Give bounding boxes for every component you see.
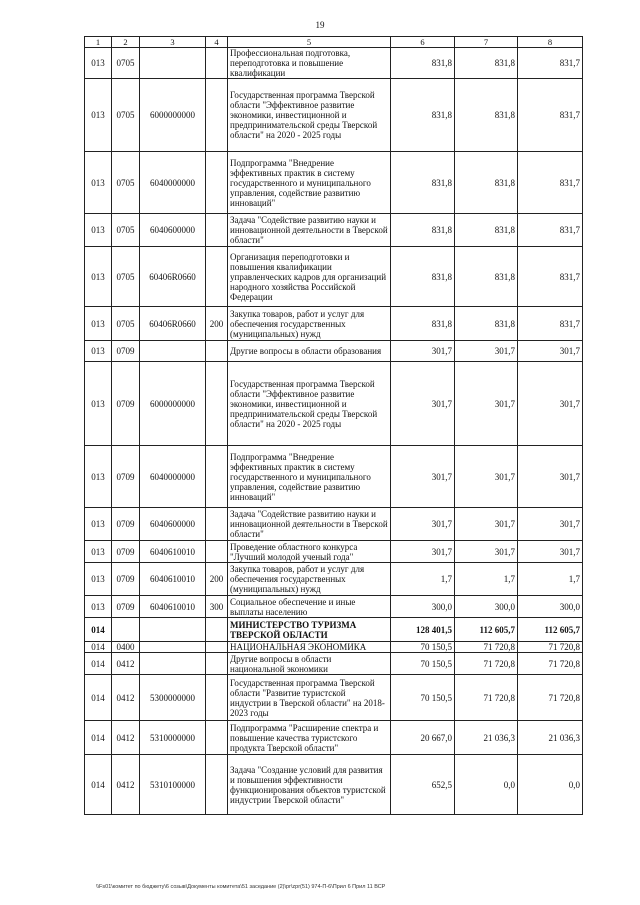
cell-amount-2: 21 036,3 [455, 721, 518, 755]
cell-amount-3: 831,7 [518, 152, 583, 214]
cell-section-code: 0709 [112, 362, 140, 446]
table-row [85, 653, 583, 675]
cell-description: Задача "Содействие развитию науки и инновационной деятельности в Тверской области" [228, 214, 391, 247]
cell-expense-type [206, 152, 228, 214]
cell-expense-type [206, 755, 228, 815]
cell-ministry-code: 013 [85, 214, 112, 247]
cell-section-code: 0709 [112, 541, 140, 563]
table-row [85, 675, 583, 721]
cell-amount-1: 70 150,5 [391, 675, 455, 721]
cell-ministry-code: 014 [85, 721, 112, 755]
cell-target-code: 6040000000 [140, 152, 206, 214]
cell-amount-2: 831,8 [455, 214, 518, 247]
cell-target-code [140, 341, 206, 362]
cell-section-code: 0705 [112, 307, 140, 341]
cell-expense-type [206, 653, 228, 675]
cell-amount-1: 301,7 [391, 541, 455, 563]
cell-section-code: 0709 [112, 596, 140, 618]
cell-amount-3: 300,0 [518, 596, 583, 618]
cell-description: Государственная программа Тверской области "Эффективное развитие экономики, инвестиционной и предпринимательской среды Тверской области" на 2020 - 2025 годы [228, 362, 391, 446]
cell-target-code: 60406R0660 [140, 247, 206, 307]
cell-description: Подпрограмма "Внедрение эффективных практик в систему государственного и муниципального управления, содействие развитию инноваций" [228, 446, 391, 508]
cell-amount-1: 301,7 [391, 508, 455, 541]
cell-section-code: 0412 [112, 653, 140, 675]
cell-target-code: 6040600000 [140, 214, 206, 247]
cell-amount-1: 301,7 [391, 341, 455, 362]
cell-section-code: 0705 [112, 247, 140, 307]
cell-expense-type [206, 642, 228, 653]
cell-amount-3: 831,7 [518, 79, 583, 152]
column-number: 8 [518, 37, 583, 48]
table-row [85, 247, 583, 307]
table-row [85, 541, 583, 563]
table-row [85, 642, 583, 653]
cell-expense-type [206, 362, 228, 446]
column-number: 2 [112, 37, 140, 48]
cell-ministry-code: 014 [85, 642, 112, 653]
cell-amount-3: 831,7 [518, 48, 583, 79]
cell-target-code: 6040610010 [140, 563, 206, 596]
table-row [85, 307, 583, 341]
cell-amount-2: 71 720,8 [455, 653, 518, 675]
cell-amount-2: 1,7 [455, 563, 518, 596]
cell-amount-3: 1,7 [518, 563, 583, 596]
cell-ministry-code: 014 [85, 653, 112, 675]
cell-description: Подпрограмма "Внедрение эффективных практик в систему государственного и муниципального управления, содействие развитию инноваций" [228, 152, 391, 214]
cell-ministry-code: 013 [85, 446, 112, 508]
cell-description: Государственная программа Тверской области "Развитие туристской индустрии в Тверской области" на 2018-2023 годы [228, 675, 391, 721]
cell-amount-2: 300,0 [455, 596, 518, 618]
cell-target-code: 6000000000 [140, 79, 206, 152]
column-number: 5 [228, 37, 391, 48]
cell-amount-2: 301,7 [455, 362, 518, 446]
cell-section-code: 0709 [112, 563, 140, 596]
cell-expense-type [206, 214, 228, 247]
cell-description: Организация переподготовки и повышения квалификации управленческих кадров для организаций народного хозяйства Российской Федерации [228, 247, 391, 307]
cell-amount-3: 71 720,8 [518, 653, 583, 675]
table-row [85, 214, 583, 247]
cell-expense-type: 200 [206, 563, 228, 596]
cell-amount-1: 831,8 [391, 79, 455, 152]
cell-expense-type [206, 79, 228, 152]
cell-ministry-code: 013 [85, 48, 112, 79]
cell-amount-3: 301,7 [518, 362, 583, 446]
cell-amount-1: 70 150,5 [391, 653, 455, 675]
cell-ministry-code: 013 [85, 541, 112, 563]
cell-amount-2: 831,8 [455, 79, 518, 152]
cell-amount-1: 831,8 [391, 214, 455, 247]
column-number: 1 [85, 37, 112, 48]
table-row [85, 48, 583, 79]
cell-target-code: 5310100000 [140, 755, 206, 815]
cell-amount-1: 20 667,0 [391, 721, 455, 755]
cell-description: МИНИСТЕРСТВО ТУРИЗМА ТВЕРСКОЙ ОБЛАСТИ [228, 618, 391, 642]
cell-amount-2: 301,7 [455, 508, 518, 541]
cell-section-code: 0709 [112, 508, 140, 541]
table-row [85, 755, 583, 815]
cell-amount-3: 71 720,8 [518, 642, 583, 653]
cell-ministry-code: 014 [85, 618, 112, 642]
cell-expense-type [206, 341, 228, 362]
cell-expense-type [206, 675, 228, 721]
cell-section-code: 0412 [112, 755, 140, 815]
cell-amount-1: 831,8 [391, 307, 455, 341]
cell-amount-2: 71 720,8 [455, 642, 518, 653]
cell-ministry-code: 013 [85, 152, 112, 214]
cell-amount-2: 112 605,7 [455, 618, 518, 642]
cell-amount-3: 301,7 [518, 341, 583, 362]
cell-description: Закупка товаров, работ и услуг для обеспечения государственных (муниципальных) нужд [228, 307, 391, 341]
cell-description: Другие вопросы в области образования [228, 341, 391, 362]
cell-expense-type [206, 721, 228, 755]
cell-amount-1: 831,8 [391, 48, 455, 79]
cell-ministry-code: 013 [85, 79, 112, 152]
cell-section-code: 0705 [112, 152, 140, 214]
cell-description: Профессиональная подготовка, переподготовка и повышение квалификации [228, 48, 391, 79]
table-row [85, 563, 583, 596]
column-number: 7 [455, 37, 518, 48]
cell-expense-type [206, 508, 228, 541]
budget-table [84, 36, 583, 815]
cell-target-code [140, 618, 206, 642]
table-row [85, 446, 583, 508]
cell-ministry-code: 014 [85, 675, 112, 721]
table-row [85, 596, 583, 618]
cell-section-code [112, 618, 140, 642]
cell-description: Социальное обеспечение и иные выплаты населению [228, 596, 391, 618]
cell-ministry-code: 013 [85, 307, 112, 341]
column-number: 3 [140, 37, 206, 48]
cell-ministry-code: 013 [85, 563, 112, 596]
cell-target-code: 5310000000 [140, 721, 206, 755]
cell-amount-2: 301,7 [455, 341, 518, 362]
cell-amount-1: 70 150,5 [391, 642, 455, 653]
file-path-footer: \\Fs01\комитет по бюджету\6 созыв\Документы комитета\51 заседание (2)\pr\zpr(51) 974-П-6\Прил 6 Прил 11 ВСР [96, 884, 386, 890]
cell-section-code: 0412 [112, 721, 140, 755]
cell-section-code: 0705 [112, 79, 140, 152]
cell-amount-3: 831,7 [518, 214, 583, 247]
cell-expense-type [206, 446, 228, 508]
cell-target-code [140, 642, 206, 653]
cell-amount-1: 300,0 [391, 596, 455, 618]
cell-amount-1: 1,7 [391, 563, 455, 596]
cell-section-code: 0709 [112, 446, 140, 508]
cell-target-code: 6040600000 [140, 508, 206, 541]
cell-description: Другие вопросы в области национальной экономики [228, 653, 391, 675]
cell-expense-type: 200 [206, 307, 228, 341]
cell-amount-3: 21 036,3 [518, 721, 583, 755]
cell-ministry-code: 014 [85, 755, 112, 815]
cell-description: Задача "Содействие развитию науки и инновационной деятельности в Тверской области" [228, 508, 391, 541]
cell-amount-2: 71 720,8 [455, 675, 518, 721]
cell-target-code: 5300000000 [140, 675, 206, 721]
cell-expense-type [206, 247, 228, 307]
cell-description: Задача "Создание условий для развития и повышения эффективности функционирования объектов туристской индустрии Тверской области" [228, 755, 391, 815]
cell-amount-3: 0,0 [518, 755, 583, 815]
cell-amount-3: 301,7 [518, 541, 583, 563]
cell-section-code: 0705 [112, 214, 140, 247]
cell-amount-2: 301,7 [455, 446, 518, 508]
column-number: 6 [391, 37, 455, 48]
table-row-ministry [85, 618, 583, 642]
cell-ministry-code: 013 [85, 341, 112, 362]
page-number: 19 [315, 20, 325, 30]
cell-amount-2: 831,8 [455, 247, 518, 307]
cell-expense-type [206, 618, 228, 642]
cell-amount-3: 112 605,7 [518, 618, 583, 642]
cell-amount-2: 831,8 [455, 307, 518, 341]
cell-section-code: 0709 [112, 341, 140, 362]
cell-target-code [140, 48, 206, 79]
cell-section-code: 0705 [112, 48, 140, 79]
cell-amount-2: 831,8 [455, 152, 518, 214]
cell-amount-1: 128 401,5 [391, 618, 455, 642]
cell-amount-1: 301,7 [391, 362, 455, 446]
cell-amount-1: 831,8 [391, 247, 455, 307]
cell-description: Закупка товаров, работ и услуг для обеспечения государственных (муниципальных) нужд [228, 563, 391, 596]
cell-ministry-code: 013 [85, 362, 112, 446]
cell-amount-3: 301,7 [518, 508, 583, 541]
cell-expense-type [206, 541, 228, 563]
cell-amount-2: 831,8 [455, 48, 518, 79]
table-row [85, 721, 583, 755]
table-row [85, 341, 583, 362]
cell-amount-2: 301,7 [455, 541, 518, 563]
cell-description: Подпрограмма "Расширение спектра и повышение качества туристского продукта Тверской области" [228, 721, 391, 755]
cell-amount-3: 301,7 [518, 446, 583, 508]
cell-target-code [140, 653, 206, 675]
cell-expense-type [206, 48, 228, 79]
cell-amount-1: 652,5 [391, 755, 455, 815]
cell-section-code: 0400 [112, 642, 140, 653]
table-row [85, 152, 583, 214]
cell-ministry-code: 013 [85, 247, 112, 307]
cell-expense-type: 300 [206, 596, 228, 618]
cell-target-code: 6040610010 [140, 596, 206, 618]
cell-amount-1: 831,8 [391, 152, 455, 214]
cell-target-code: 60406R0660 [140, 307, 206, 341]
cell-amount-3: 831,7 [518, 307, 583, 341]
cell-description: Государственная программа Тверской области "Эффективное развитие экономики, инвестиционной и предпринимательской среды Тверской области" на 2020 - 2025 годы [228, 79, 391, 152]
cell-description: НАЦИОНАЛЬНАЯ ЭКОНОМИКА [228, 642, 391, 653]
cell-ministry-code: 013 [85, 508, 112, 541]
cell-ministry-code: 013 [85, 596, 112, 618]
table-row [85, 79, 583, 152]
cell-target-code: 6040000000 [140, 446, 206, 508]
cell-target-code: 6000000000 [140, 362, 206, 446]
column-number: 4 [206, 37, 228, 48]
table-row [85, 508, 583, 541]
cell-amount-3: 831,7 [518, 247, 583, 307]
cell-amount-1: 301,7 [391, 446, 455, 508]
cell-target-code: 6040610010 [140, 541, 206, 563]
cell-amount-2: 0,0 [455, 755, 518, 815]
cell-amount-3: 71 720,8 [518, 675, 583, 721]
table-row [85, 362, 583, 446]
cell-description: Проведение областного конкурса "Лучший молодой ученый года" [228, 541, 391, 563]
cell-section-code: 0412 [112, 675, 140, 721]
column-number-row [85, 37, 583, 48]
